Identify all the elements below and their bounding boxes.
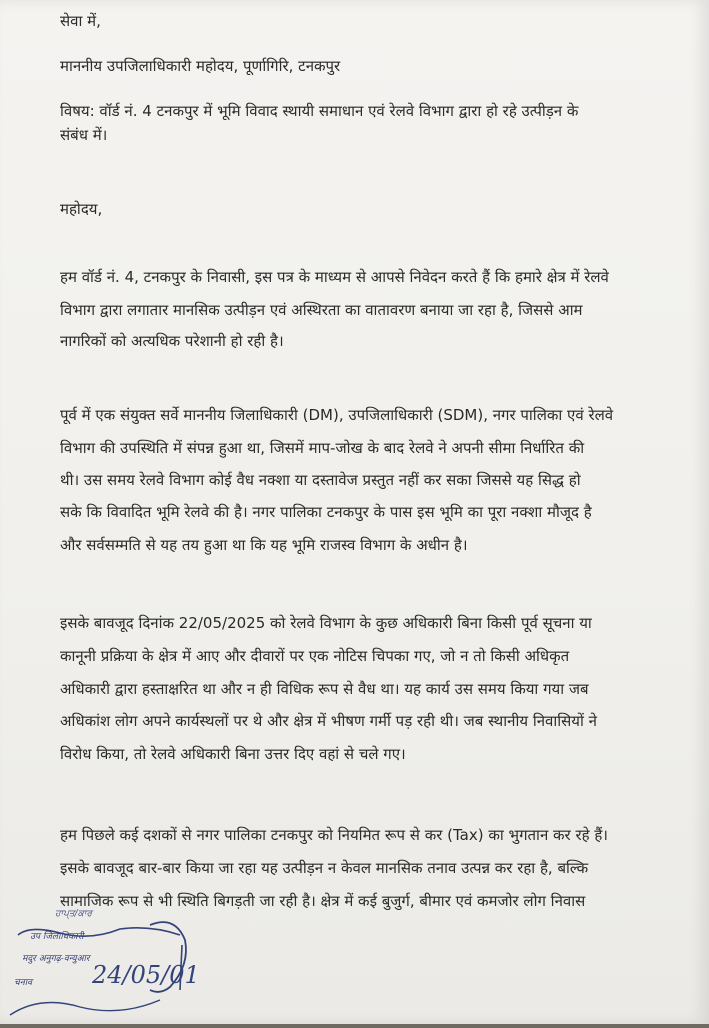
paragraph-line: विरोध किया, तो रेलवे अधिकारी बिना उत्तर दिए वहां से चले गए। [60,745,406,763]
stamp-date: 24/05/01 [92,961,200,989]
paragraph-line: और सर्वसम्मति से यह तय हुआ था कि यह भूमि राजस्व विभाग के अधीन है। [60,536,468,554]
paragraph-line: अधिकांश लोग अपने कार्यस्थलों पर थे और क्षेत्र में भीषण गर्मी पड़ रही थी। जब स्थानीय निवासियों ने [60,712,597,730]
paragraph-line: कानूनी प्रक्रिया के क्षेत्र में आए और दीवारों पर एक नोटिस चिपका गए, जो न तो किसी अधिकृत [60,647,570,665]
paragraph-line: इसके बावजूद दिनांक 22/05/2025 को रेलवे विभाग के कुछ अधिकारी बिना किसी पूर्व सूचना या [60,614,592,632]
subject-line-2: संबंध में। [60,126,108,144]
receipt-stamp [0,895,260,1024]
paragraph-line: नागरिकों को अत्यधिक परेशानी हो रही है। [60,332,284,350]
paragraph-line: हम वॉर्ड नं. 4, टनकपुर के निवासी, इस पत्र के माध्यम से आपसे निवेदन करते हैं कि हमारे क्षेत्र में रेलवे [60,268,609,286]
paragraph-line: सके कि विवादित भूमि रेलवे की है। नगर पालिका टनकपुर के पास इस भूमि का पूरा नक्शा मौजूद है [60,503,592,521]
paragraph-line: सामाजिक रूप से भी स्थिति बिगड़ती जा रही है। क्षेत्र में कई बुजुर्ग, बीमार एवं कमजोर लोग निवास [60,892,586,910]
paragraph-line: विभाग की उपस्थिति में संपन्न हुआ था, जिसमें माप-जोख के बाद रेलवे ने अपनी सीमा निर्धारित की [60,439,585,457]
salutation-to: सेवा में, [60,12,101,30]
subject-line-1: विषय: वॉर्ड नं. 4 टनकपुर में भूमि विवाद स्थायी समाधान एवं रेलवे विभाग द्वारा हो रहे उत्पीड़न के [60,102,579,120]
greeting: महोदय, [60,200,103,218]
stamp-line: मदुर अनुगढ़-वन्युआर [22,954,90,964]
addressee: माननीय उपजिलाधिकारी महोदय, पूर्णागिरि, टनकपुर [60,57,341,75]
paragraph-line: विभाग द्वारा लगातार मानसिक उत्पीड़न एवं अस्थिरता का वातावरण बनाया जा रहा है, जिससे आम [60,301,583,319]
stamp-line: उप जिलाधिकारी [30,932,84,942]
paragraph-line: पूर्व में एक संयुक्त सर्वे माननीय जिलाधिकारी (DM), उपजिलाधिकारी (SDM), नगर पालिका एवं रेलवे [60,406,614,424]
paragraph-line: अधिकारी द्वारा हस्ताक्षरित था और न ही विधिक रूप से वैध था। यह कार्य उस समय किया गया जब [60,680,589,698]
paragraph-line: हम पिछले कई दशकों से नगर पालिका टनकपुर को नियमित रूप से कर (Tax) का भुगतान कर रहे हैं। [60,826,608,844]
paragraph-line: थी। उस समय रेलवे विभाग कोई वैध नक्शा या दस्तावेज प्रस्तुत नहीं कर सका जिससे यह सिद्ध हो [60,471,581,489]
paragraph-line: इसके बावजूद बार-बार किया जा रहा यह उत्पीड़न न केवल मानसिक तनाव उत्पन्न कर रहा है, बल्कि [60,859,589,877]
stamp-line: चनाव [14,978,33,988]
stamp-line: ਹਾਪ੍ਤ/ਕਾਰ [55,909,92,919]
